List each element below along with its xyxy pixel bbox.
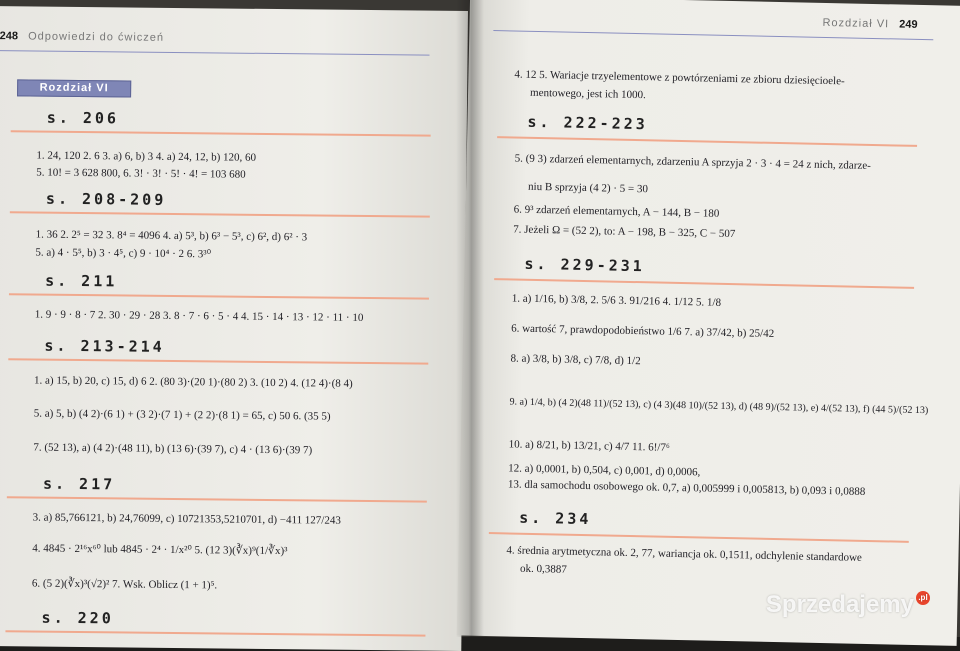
answer-line: 1. a) 1/16, b) 3/8, 2. 5/6 3. 91/216 4. 1/12 5. 1/8: [511, 292, 722, 309]
answer-line: 7. (52 13), a) (4 2)·(48 11), b) (13 6)·(39 7), c) 4 · (13 6)·(39 7): [33, 441, 313, 457]
answer-line: 6. 9³ zdarzeń elementarnych, A − 144, B − 180: [513, 203, 720, 220]
watermark-logo: [766, 591, 930, 619]
left-page-number: 248: [0, 30, 19, 43]
answer-line: niu B sprzyja (4 2) · 5 = 30: [527, 180, 649, 196]
section-rule: [7, 496, 427, 502]
section-title: s. 217: [42, 474, 116, 494]
answer-line: 1. a) 15, b) 20, c) 15, d) 6 2. (80 3)·(20 1)·(80 2) 3. (10 2) 4. (12 4)·(8 4): [34, 374, 353, 390]
answer-line: 3. a) 85,766121, b) 24,76099, c) 10721353,5210701, d) −411 127/243: [32, 511, 341, 527]
left-page: [0, 6, 468, 651]
section-title: s. 211: [45, 271, 118, 291]
chapter-label-box: Rozdział VI: [17, 79, 131, 97]
book-gutter: [456, 0, 484, 637]
answer-line: 1. 36 2. 2⁵ = 32 3. 8⁴ = 4096 4. a) 5³, b) 6³ − 5³, c) 6², d) 6² · 3: [35, 228, 308, 244]
header-rule: [0, 50, 430, 56]
right-page: [457, 0, 960, 646]
answer-line: 10. a) 8/21, b) 13/21, c) 4/7 11. 6!/7⁶: [508, 438, 670, 454]
section-rule: [10, 211, 430, 217]
answer-line: mentowego, jest ich 1000.: [529, 86, 646, 102]
left-page-header: [0, 30, 164, 44]
watermark-badge: .pl: [916, 591, 930, 605]
section-rule: [5, 630, 425, 636]
answer-line: 7. Jeżeli Ω = (52 2), to: A − 198, B − 325, C − 507: [513, 223, 736, 241]
answer-line: ok. 0,3887: [519, 562, 567, 576]
answer-line: 13. dla samochodu osobowego ok. 0,7, a) 0,005999 i 0,005813, b) 0,093 i 0,0888: [507, 478, 866, 498]
section-rule: [11, 130, 431, 136]
answer-line: 5. 10! = 3 628 800, 6. 3! · 3! · 5! · 4! = 103 680: [36, 166, 246, 181]
answer-line: 1. 9 · 9 · 8 · 7 2. 30 · 29 · 28 3. 8 · 7 · 6 · 5 · 4 4. 15 · 14 · 13 · 12 · 11 · 10: [34, 308, 364, 324]
left-page-running-title: Odpowiedzi do ćwiczeń: [28, 30, 165, 44]
answer-line: 1. 24, 120 2. 6 3. a) 6, b) 3 4. a) 24, 12, b) 120, 60: [36, 149, 257, 164]
section-title: s. 222-223: [527, 112, 648, 134]
section-rule: [494, 278, 914, 289]
section-title: s. 208-209: [45, 189, 167, 209]
section-title: s. 213-214: [44, 336, 165, 356]
section-rule: [497, 136, 917, 147]
answer-line: 4. średnia arytmetyczna ok. 2, 77, wariancja ok. 0,1511, odchylenie standardowe: [506, 544, 862, 564]
section-rule: [8, 358, 428, 364]
section-title: s. 206: [46, 108, 120, 128]
answer-line: 4. 12 5. Wariacje trzyelementowe z powtórzeniami ze zbioru dziesięcioele-: [514, 68, 845, 88]
answer-line: 5. a) 5, b) (4 2)·(6 1) + (3 2)·(7 1) + (2 2)·(8 1) = 65, c) 50 6. (35 5): [33, 407, 331, 423]
answer-line: 5. a) 4 · 5⁵, b) 3 · 4⁵, c) 9 · 10⁴ · 2 6. 3³⁰: [35, 246, 212, 261]
header-rule: [493, 30, 933, 40]
right-page-running-title: Rozdział VI: [822, 16, 890, 31]
section-title: s. 229-231: [524, 254, 645, 276]
section-rule: [489, 532, 909, 543]
right-page-header: [822, 17, 917, 31]
watermark-text: Sprzedajemy: [765, 591, 914, 618]
answer-line: 5. (9 3) zdarzeń elementarnych, zdarzeniu A sprzyja 2 · 3 · 4 = 24 z nich, zdarze-: [514, 152, 871, 172]
answer-line: 6. (5 2)(∛x)³(√2)² 7. Wsk. Oblicz (1 + 1)⁵.: [31, 577, 218, 592]
answer-line: 6. wartość 7, prawdopodobieństwo 1/6 7. a) 37/42, b) 25/42: [511, 322, 775, 340]
answer-line: 8. a) 3/8, b) 3/8, c) 7/8, d) 1/2: [510, 352, 641, 368]
section-title: s. 220: [41, 608, 114, 628]
section-rule: [9, 293, 429, 299]
answer-line: 4. 4845 · 2¹⁶x⁶⁰ lub 4845 · 2⁴ · 1/x²⁰ 5. (12 3)(∛x)⁹(1/∛x)³: [32, 542, 288, 558]
answer-line: 12. a) 0,0001, b) 0,504, c) 0,001, d) 0,0006,: [508, 462, 701, 479]
answer-line: 9. a) 1/4, b) (4 2)(48 11)/(52 13), c) (4 3)(48 10)/(52 13), d) (48 9)/(52 13), e) 4/(52 13), f) (44 5)/(52 13): [509, 396, 929, 417]
section-title: s. 234: [518, 508, 592, 529]
right-page-number: 249: [899, 18, 918, 31]
